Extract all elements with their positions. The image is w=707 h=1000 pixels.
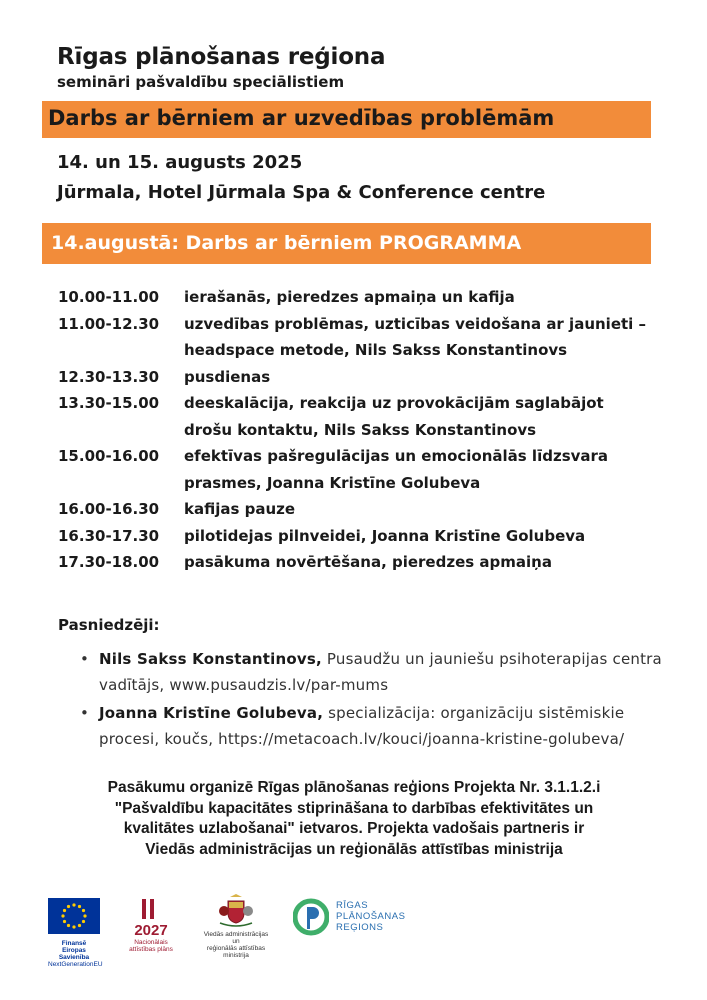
program-desc-line: kafijas pauze <box>184 500 296 518</box>
list-item <box>80 646 680 698</box>
program-desc <box>184 364 654 391</box>
program-row <box>58 364 678 391</box>
eu-logo <box>48 898 103 968</box>
eu-caption-line: Finansē <box>61 940 87 947</box>
program-row <box>58 523 678 550</box>
program-time: 15.00-16.00 <box>58 447 160 465</box>
program-row <box>58 443 678 496</box>
program-row <box>58 390 678 443</box>
rpr-wordmark-line: RĪGAS <box>336 900 369 911</box>
teacher-name: Nils Sakss Konstantinovs, <box>99 650 322 668</box>
program-time: 10.00-11.00 <box>58 288 160 306</box>
nap-logo <box>126 897 176 953</box>
organizer-note-line: kvalitātes uzlabošanai" ietvaros. Projekta vadošais partneris ir <box>123 820 585 837</box>
program-desc-line: pilotidejas pilnveidei, Joanna Kristīne Golubeva <box>184 526 586 545</box>
program-time: 13.30-15.00 <box>58 394 160 412</box>
bullet-icon: • <box>80 650 90 668</box>
teachers-list <box>80 646 680 754</box>
org-subtitle: semināri pašvaldību speciālistiem <box>57 73 345 91</box>
program-desc-line: prasmes, Joanna Kristīne Golubeva <box>184 473 481 492</box>
program-time: 11.00-12.30 <box>58 314 160 333</box>
teacher-description: specializācija: organizāciju sistēmiskie procesi, koučs, https://metacoach.lv/kouci/joanna-kristine-golubeva/ <box>99 704 625 748</box>
eu-caption-line: Eiropas Savienība <box>58 947 90 961</box>
program-desc <box>184 549 654 576</box>
program-desc-line: pusdienas <box>184 367 271 386</box>
sponsor-logos <box>0 885 707 968</box>
program-row <box>58 549 678 576</box>
teacher-name: Joanna Kristīne Golubeva, <box>99 704 324 722</box>
program-heading: 14.augustā: Darbs ar bērniem PROGRAMMA <box>51 232 522 254</box>
program-row <box>58 496 678 523</box>
program-desc-line: deeskalācija, reakcija uz provokācijām saglabājot <box>184 394 604 412</box>
program-desc <box>184 311 654 364</box>
program-desc-line: efektīvas pašregulācijas un emocionālās līdzsvara <box>184 447 609 465</box>
list-item <box>80 700 680 752</box>
program-desc <box>184 496 654 523</box>
nap-caption <box>126 939 176 953</box>
program-heading-banner <box>42 223 651 264</box>
nap-year: 2027 <box>134 922 168 939</box>
program-table <box>58 284 678 576</box>
organizer-note-line: "Pašvaldību kapacitātes stiprināšana to darbības efektivitātes un <box>114 799 594 817</box>
org-title: Rīgas plānošanas reģiona <box>57 44 386 70</box>
seminar-title-banner <box>42 101 651 138</box>
varam-caption-line: ministrija <box>223 952 249 959</box>
eu-flag-icon <box>48 898 100 934</box>
program-desc <box>184 390 654 443</box>
program-time: 17.30-18.00 <box>58 553 160 571</box>
rpr-mark-icon <box>293 897 329 937</box>
event-date: 14. un 15. augusts 2025 <box>57 152 303 173</box>
nap-caption-line: attīstības plāns <box>129 946 173 953</box>
varam-logo <box>200 893 272 959</box>
program-row <box>58 311 678 364</box>
organizer-note-line: Viedās administrācijas un reģionālās attīstības ministrija <box>145 840 563 858</box>
rpr-wordmark-line: PLĀNOŠANAS <box>336 911 406 922</box>
rpr-wordmark <box>336 900 405 933</box>
event-venue: Jūrmala, Hotel Jūrmala Spa & Conference centre <box>57 182 546 203</box>
program-time: 16.00-16.30 <box>58 500 160 518</box>
varam-caption <box>200 931 272 959</box>
program-desc-line: pasākuma novērtēšana, pieredzes apmaiņa <box>184 553 552 571</box>
program-desc <box>184 443 654 496</box>
nap-bars-icon <box>126 897 176 919</box>
eu-caption <box>48 940 103 968</box>
seminar-title: Darbs ar bērniem ar uzvedības problēmām <box>48 106 555 130</box>
organizer-note-line: Pasākumu organizē Rīgas plānošanas reģions Projekta Nr. 3.1.1.2.i <box>107 779 601 796</box>
teachers-heading: Pasniedzēji: <box>58 616 160 634</box>
coat-of-arms-icon <box>200 893 272 927</box>
program-time: 16.30-17.30 <box>58 526 160 545</box>
varam-caption-line: reģionālās attīstības <box>206 945 266 952</box>
eu-caption-line: NextGenerationEU <box>48 961 103 968</box>
rpr-logo <box>293 897 433 945</box>
program-row <box>58 284 678 311</box>
program-desc-line: headspace metode, Nils Sakss Konstantinovs <box>184 341 568 359</box>
program-desc-line: ierašanās, pieredzes apmaiņa un kafija <box>184 288 515 306</box>
bullet-icon: • <box>80 704 90 722</box>
program-desc <box>184 284 654 311</box>
program-desc-line: drošu kontaktu, Nils Sakss Konstantinovs <box>184 420 537 439</box>
rpr-wordmark-line: REĢIONS <box>336 922 384 933</box>
program-desc-line: uzvedības problēmas, uzticības veidošana ar jaunieti – <box>184 314 647 333</box>
program-desc <box>184 523 654 550</box>
varam-caption-line: Viedās administrācijas un <box>203 931 269 945</box>
organizer-note <box>60 778 648 860</box>
nap-caption-line: Nacionālais <box>134 939 168 946</box>
program-time: 12.30-13.30 <box>58 367 160 386</box>
teacher-description: Pusaudžu un jauniešu psihoterapijas centra vadītājs, www.pusaudzis.lv/par-mums <box>99 650 662 694</box>
